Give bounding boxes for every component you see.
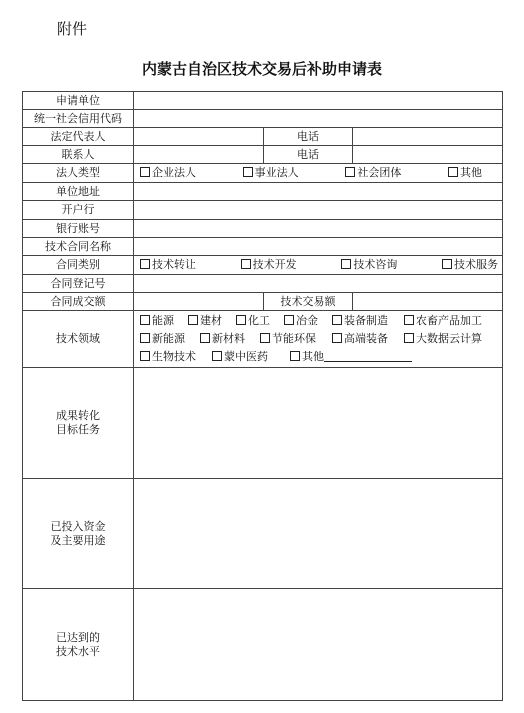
row-contact <box>23 146 503 164</box>
label-tech-level: 已达到的 技术水平 <box>23 589 134 701</box>
label-bank-account: 银行账号 <box>23 220 134 238</box>
row-contract-amount <box>23 293 503 311</box>
row-tech-field <box>23 311 503 368</box>
option-new-energy[interactable]: 新能源 <box>140 330 200 348</box>
label-tech-trade-amount: 技术交易额 <box>264 293 353 311</box>
legal-person-type-options <box>134 164 503 183</box>
field-goal[interactable] <box>134 368 503 479</box>
checkbox-icon[interactable] <box>404 333 414 343</box>
option-enterprise[interactable]: 企业法人 <box>140 166 196 180</box>
row-legal-rep <box>23 128 503 146</box>
label-bank: 开户行 <box>23 201 134 220</box>
option-tech-consulting[interactable]: 技术咨询 <box>341 258 397 272</box>
row-credit-code <box>23 110 503 128</box>
row-bank <box>23 201 503 220</box>
row-bank-account <box>23 220 503 238</box>
option-chemical[interactable]: 化工 <box>236 312 284 330</box>
application-form-table <box>22 91 503 701</box>
option-biotech[interactable]: 生物技术 <box>140 348 212 366</box>
label-contract-reg-no: 合同登记号 <box>23 275 134 293</box>
label-unit-address: 单位地址 <box>23 183 134 201</box>
option-equipment-manufacturing[interactable]: 装备制造 <box>332 312 404 330</box>
row-unit-address <box>23 183 503 201</box>
label-contract-name: 技术合同名称 <box>23 238 134 256</box>
field-bank-account[interactable] <box>134 220 503 238</box>
field-legal-rep[interactable] <box>134 128 264 146</box>
field-contact[interactable] <box>134 146 264 164</box>
label-phone-2: 电话 <box>264 146 353 164</box>
checkbox-icon[interactable] <box>140 259 150 269</box>
attachment-label: 附件 <box>57 20 88 38</box>
checkbox-icon[interactable] <box>243 167 253 177</box>
field-phone-2[interactable] <box>353 146 503 164</box>
checkbox-icon[interactable] <box>140 351 150 361</box>
row-applicant-unit <box>23 92 503 110</box>
option-mongolian-medicine[interactable]: 蒙中医药 <box>212 348 290 366</box>
label-legal-person-type: 法人类型 <box>23 164 134 183</box>
checkbox-icon[interactable] <box>140 167 150 177</box>
option-building-materials[interactable]: 建材 <box>188 312 236 330</box>
option-field-other[interactable]: 其他 <box>290 348 440 366</box>
other-fill-line[interactable] <box>324 351 412 362</box>
field-credit-code[interactable] <box>134 110 503 128</box>
label-contract-amount: 合同成交额 <box>23 293 134 311</box>
checkbox-icon[interactable] <box>241 259 251 269</box>
checkbox-icon[interactable] <box>442 259 452 269</box>
field-bank[interactable] <box>134 201 503 220</box>
form-title: 内蒙古自治区技术交易后补助申请表 <box>141 60 382 78</box>
option-tech-transfer[interactable]: 技术转让 <box>140 258 196 272</box>
checkbox-icon[interactable] <box>188 315 198 325</box>
checkbox-icon[interactable] <box>332 333 342 343</box>
label-contract-type: 合同类别 <box>23 256 134 275</box>
checkbox-icon[interactable] <box>140 315 150 325</box>
label-contact: 联系人 <box>23 146 134 164</box>
contract-type-options <box>134 256 503 275</box>
field-contract-name[interactable] <box>134 238 503 256</box>
checkbox-icon[interactable] <box>345 167 355 177</box>
field-contract-amount[interactable] <box>134 293 264 311</box>
row-goal <box>23 368 503 479</box>
checkbox-icon[interactable] <box>260 333 270 343</box>
option-energy-saving[interactable]: 节能环保 <box>260 330 332 348</box>
option-social-group[interactable]: 社会团体 <box>345 166 401 180</box>
label-tech-field: 技术领域 <box>23 311 134 368</box>
checkbox-icon[interactable] <box>290 351 300 361</box>
row-contract-reg-no <box>23 275 503 293</box>
field-tech-level[interactable] <box>134 589 503 701</box>
checkbox-icon[interactable] <box>284 315 294 325</box>
checkbox-icon[interactable] <box>404 315 414 325</box>
option-metallurgy[interactable]: 冶金 <box>284 312 332 330</box>
checkbox-icon[interactable] <box>332 315 342 325</box>
row-legal-person-type <box>23 164 503 183</box>
field-tech-trade-amount[interactable] <box>353 293 503 311</box>
label-applicant-unit: 申请单位 <box>23 92 134 110</box>
option-new-materials[interactable]: 新材料 <box>200 330 260 348</box>
label-credit-code: 统一社会信用代码 <box>23 110 134 128</box>
label-phone-1: 电话 <box>264 128 353 146</box>
field-phone-1[interactable] <box>353 128 503 146</box>
checkbox-icon[interactable] <box>200 333 210 343</box>
checkbox-icon[interactable] <box>212 351 222 361</box>
option-agricultural-processing[interactable]: 农畜产品加工 <box>404 312 494 330</box>
label-investment: 已投入资金 及主要用途 <box>23 479 134 589</box>
option-tech-service[interactable]: 技术服务 <box>442 258 498 272</box>
option-tech-development[interactable]: 技术开发 <box>241 258 297 272</box>
tech-field-options <box>134 311 503 368</box>
label-legal-rep: 法定代表人 <box>23 128 134 146</box>
option-big-data-cloud[interactable]: 大数据云计算 <box>404 330 494 348</box>
checkbox-icon[interactable] <box>341 259 351 269</box>
label-goal: 成果转化 目标任务 <box>23 368 134 479</box>
row-contract-name <box>23 238 503 256</box>
field-contract-reg-no[interactable] <box>134 275 503 293</box>
checkbox-icon[interactable] <box>140 333 150 343</box>
option-institution[interactable]: 事业法人 <box>243 166 299 180</box>
row-contract-type <box>23 256 503 275</box>
row-investment <box>23 479 503 589</box>
option-energy[interactable]: 能源 <box>140 312 188 330</box>
checkbox-icon[interactable] <box>236 315 246 325</box>
field-investment[interactable] <box>134 479 503 589</box>
checkbox-icon[interactable] <box>448 167 458 177</box>
field-unit-address[interactable] <box>134 183 503 201</box>
option-other[interactable]: 其他 <box>448 166 482 180</box>
row-tech-level <box>23 589 503 701</box>
option-high-end-equipment[interactable]: 高端装备 <box>332 330 404 348</box>
field-applicant-unit[interactable] <box>134 92 503 110</box>
